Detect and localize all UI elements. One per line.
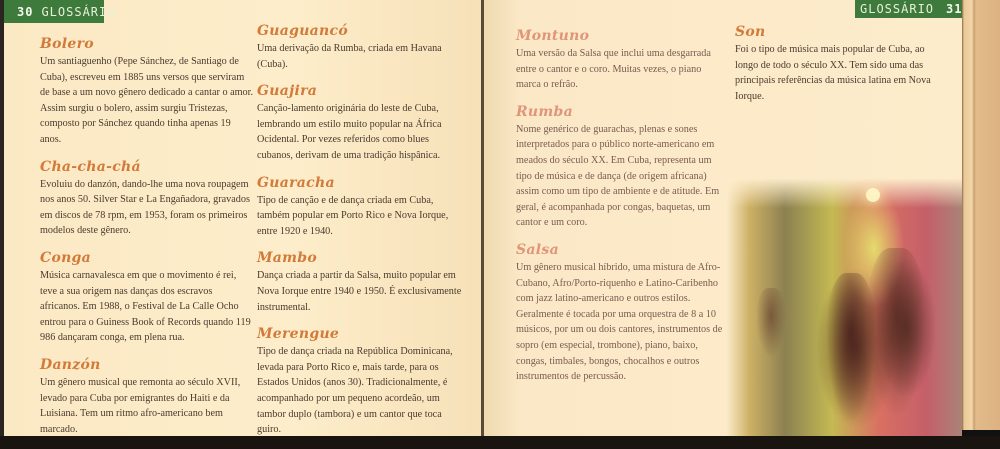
glossary-entry-bolero <box>40 36 254 148</box>
glossary-entry-cha-cha-cha <box>40 159 254 239</box>
stage-spotlight <box>866 188 880 202</box>
dancing-couple-photo <box>726 178 962 436</box>
entry-term: Guaracha <box>257 174 335 191</box>
entry-definition: Um gênero musical híbrido, uma mistura de Afro-Cubano, Afro/Porto-riquenho e Latino-Caribenho com jazz latino-americano e outros estilos. Geralmente é tocada por uma orquestra de 8 a 10 músicos, por um ou dois cantores, instrumentos de sopro (em especial, trombone), piano, baixo, congas, timbales, bongos, chocalhos e outros instrumentos de percussão. <box>516 261 723 383</box>
entry-definition: Tipo de canção e de dança criada em Cuba, também popular em Porto Rico e Nova Iorque, entre 1920 e 1940. <box>257 194 449 237</box>
entry-term: Conga <box>40 249 92 266</box>
right-page-header <box>855 0 962 18</box>
glossary-column-4 <box>735 24 940 115</box>
glossary-entry-guajira <box>257 83 462 163</box>
entry-definition: Foi o tipo de música mais popular de Cuba, ao longo de todo o século XX. Tem sido uma das principais referências da música latina em Nova Iorque. <box>735 44 931 102</box>
glossary-column-3 <box>516 28 724 396</box>
glossary-entry-son <box>735 24 940 104</box>
entry-definition: Um santiaguenho (Pepe Sánchez, de Santiago de Cuba), escreveu em 1885 uns versos que serviram de base a um novo gênero dedicado a cantar o amor. Assim surgiu o bolero, assim surgiu Tristezas, composto por Sánchez quando tinha apenas 19 anos. <box>40 56 254 145</box>
entry-term: Danzón <box>40 356 101 373</box>
section-title: GLOSSÁRIO <box>860 2 935 16</box>
entry-definition: Evoluiu do danzón, dando-lhe uma nova roupagem nos anos 50. Silver Star e La Engañadora, gravados em discos de 78 rpm, em 1953, foram os primeiros modelos deste gênero. <box>40 178 250 237</box>
glossary-entry-conga <box>40 250 254 346</box>
book-bottom-shadow <box>962 430 1000 436</box>
entry-definition: Música carnavalesca em que o movimento é rei, teve a sua origem nas danças dos escravos africanos. Em 1988, o Festival de La Calle Ocho entrou para o Guiness Book of Records quando 119 986 dançaram conga, em plena rua. <box>40 269 251 344</box>
glossary-entry-guaracha <box>257 175 462 240</box>
section-title: GLOSSÁRIO <box>41 4 116 19</box>
entry-term: Cha-cha-chá <box>40 158 141 175</box>
glossary-column-1 <box>40 36 254 448</box>
entry-term: Mambo <box>257 250 318 267</box>
entry-definition: Nome genérico de guarachas, plenas e sones interpretados para o público norte-americano em meados do século XX. Em Cuba, representa um tipo de música e de dança (de origem africana) assim como um tipo de ambiente e de atitude. Em geral, é acompanhada por congas, baquetas, um cantor e um coro. <box>516 123 720 229</box>
glossary-entry-merengue <box>257 326 462 438</box>
entry-term: Merengue <box>257 326 340 343</box>
glossary-entry-rumba <box>516 104 724 231</box>
entry-term: Montuno <box>516 28 590 44</box>
entry-definition: Canção-lamento originária do leste de Cuba, lembrando um estilo muito popular na África Ocidental. Por vezes referidos como blues cubanos, derivam de uma tradição hispânica. <box>257 103 442 161</box>
glossary-column-2 <box>257 23 462 449</box>
entry-definition: Um gênero musical que remonta ao século XVII, levado para Cuba por emigrantes do Haiti e da Luisiana. Tem um ritmo afro-americano bem marcado. <box>40 376 241 435</box>
background-dancer <box>756 288 786 358</box>
glossary-entry-mambo <box>257 250 462 315</box>
entry-term: Rumba <box>516 103 573 120</box>
glossary-entry-danzon <box>40 357 254 437</box>
page-number: 31 <box>946 2 963 16</box>
entry-term: Guajira <box>257 83 318 100</box>
entry-definition: Tipo de dança criada na República Dominicana, levada para Porto Rico e, mais tarde, para os Estados Unidos (anos 30). Tradicionalmente, é acompanhado por um pequeno acordeão, um tambor duplo (tambora) e um cantor que toca guiro. <box>257 346 453 436</box>
glossary-entry-salsa <box>516 242 724 385</box>
book-page-edges <box>962 0 1000 436</box>
glossary-entry-montuno <box>516 28 724 93</box>
entry-term: Bolero <box>40 36 94 52</box>
male-dancer <box>866 248 926 418</box>
entry-term: Guaguancó <box>257 23 348 39</box>
page-number: 30 <box>17 4 34 19</box>
left-page-header <box>4 0 116 23</box>
glossary-entry-guaguanco <box>257 23 462 72</box>
entry-definition: Dança criada a partir da Salsa, muito popular em Nova Iorque entre 1940 e 1950. É exclusivamente instrumental. <box>257 270 462 313</box>
book-gutter <box>481 0 484 436</box>
entry-definition: Uma versão da Salsa que inclui uma desgarrada entre o cantor e o coro. Muitas vezes, o piano marca o refrão. <box>516 48 711 91</box>
entry-term: Salsa <box>516 241 559 258</box>
entry-definition: Uma derivação da Rumba, criada em Havana (Cuba). <box>257 43 442 70</box>
entry-term: Son <box>735 24 766 40</box>
